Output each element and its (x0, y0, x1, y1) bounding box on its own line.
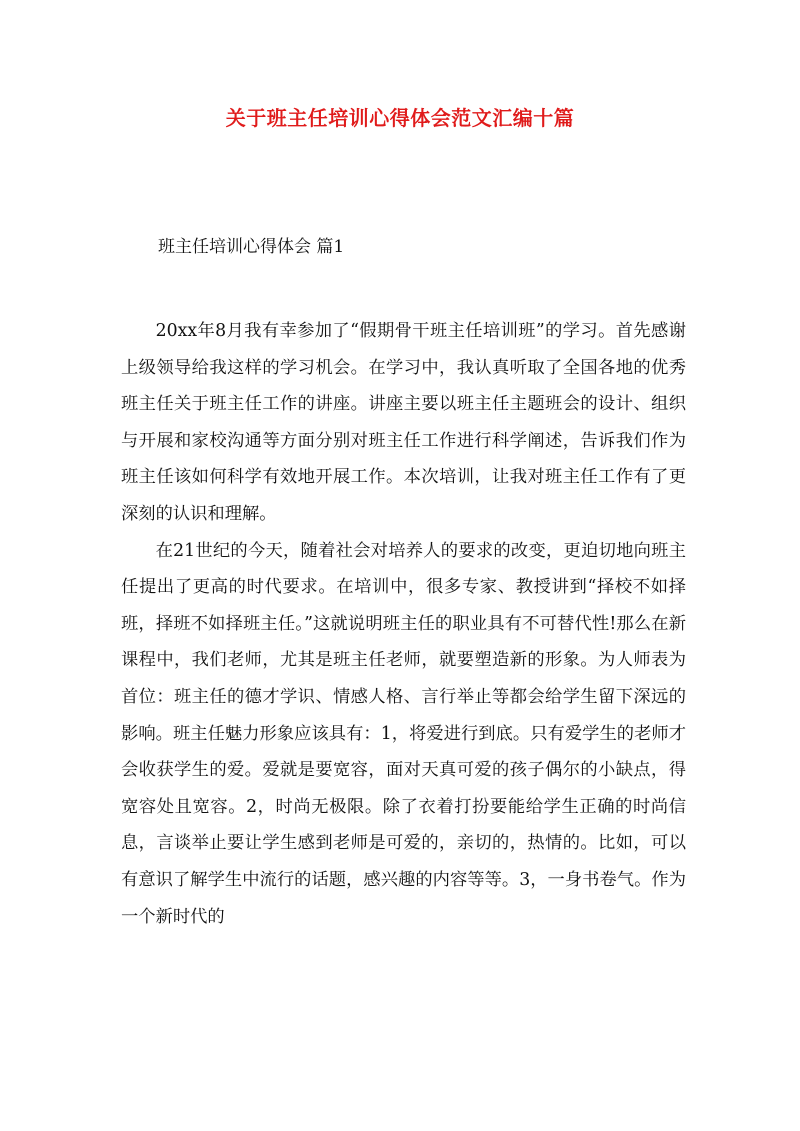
document-body (121, 313, 686, 935)
section-heading: 班主任培训心得体会 篇1 (158, 237, 345, 257)
document-title: 关于班主任培训心得体会范文汇编十篇 (225, 106, 575, 130)
paragraph-2: 在21世纪的今天，随着社会对培养人的要求的改变，更迫切地向班主任提出了更高的时代要求。在培训中，很多专家、教授讲到“择校不如择班，择班不如择班主任。”这就说明班主任的职业具有不可替代性!那么在新课程中，我们老师，尤其是班主任老师，就要塑造新的形象。为人师表为首位：班主任的德才学识、情感人格、言行举止等都会给学生留下深远的影响。班主任魅力形象应该具有：1，将爱进行到底。只有爱学生的老师才会收获学生的爱。爱就是要宽容，面对天真可爱的孩子偶尔的小缺点，得宽容处且宽容。2，时尚无极限。除了衣着打扮要能给学生正确的时尚信息，言谈举止要让学生感到老师是可爱的，亲切的，热情的。比如，可以有意识了解学生中流行的话题，感兴趣的内容等等。3，一身书卷气。作为一个新时代的 (121, 540, 686, 927)
paragraph-1: 20xx年8月我有幸参加了“假期骨干班主任培训班”的学习。首先感谢上级领导给我这样的学习机会。在学习中，我认真听取了全国各地的优秀班主任关于班主任工作的讲座。讲座主要以班主任主题班会的设计、组织与开展和家校沟通等方面分别对班主任工作进行科学阐述，告诉我们作为班主任该如何科学有效地开展工作。本次培训，让我对班主任工作有了更深刻的认识和理解。 (121, 321, 686, 524)
